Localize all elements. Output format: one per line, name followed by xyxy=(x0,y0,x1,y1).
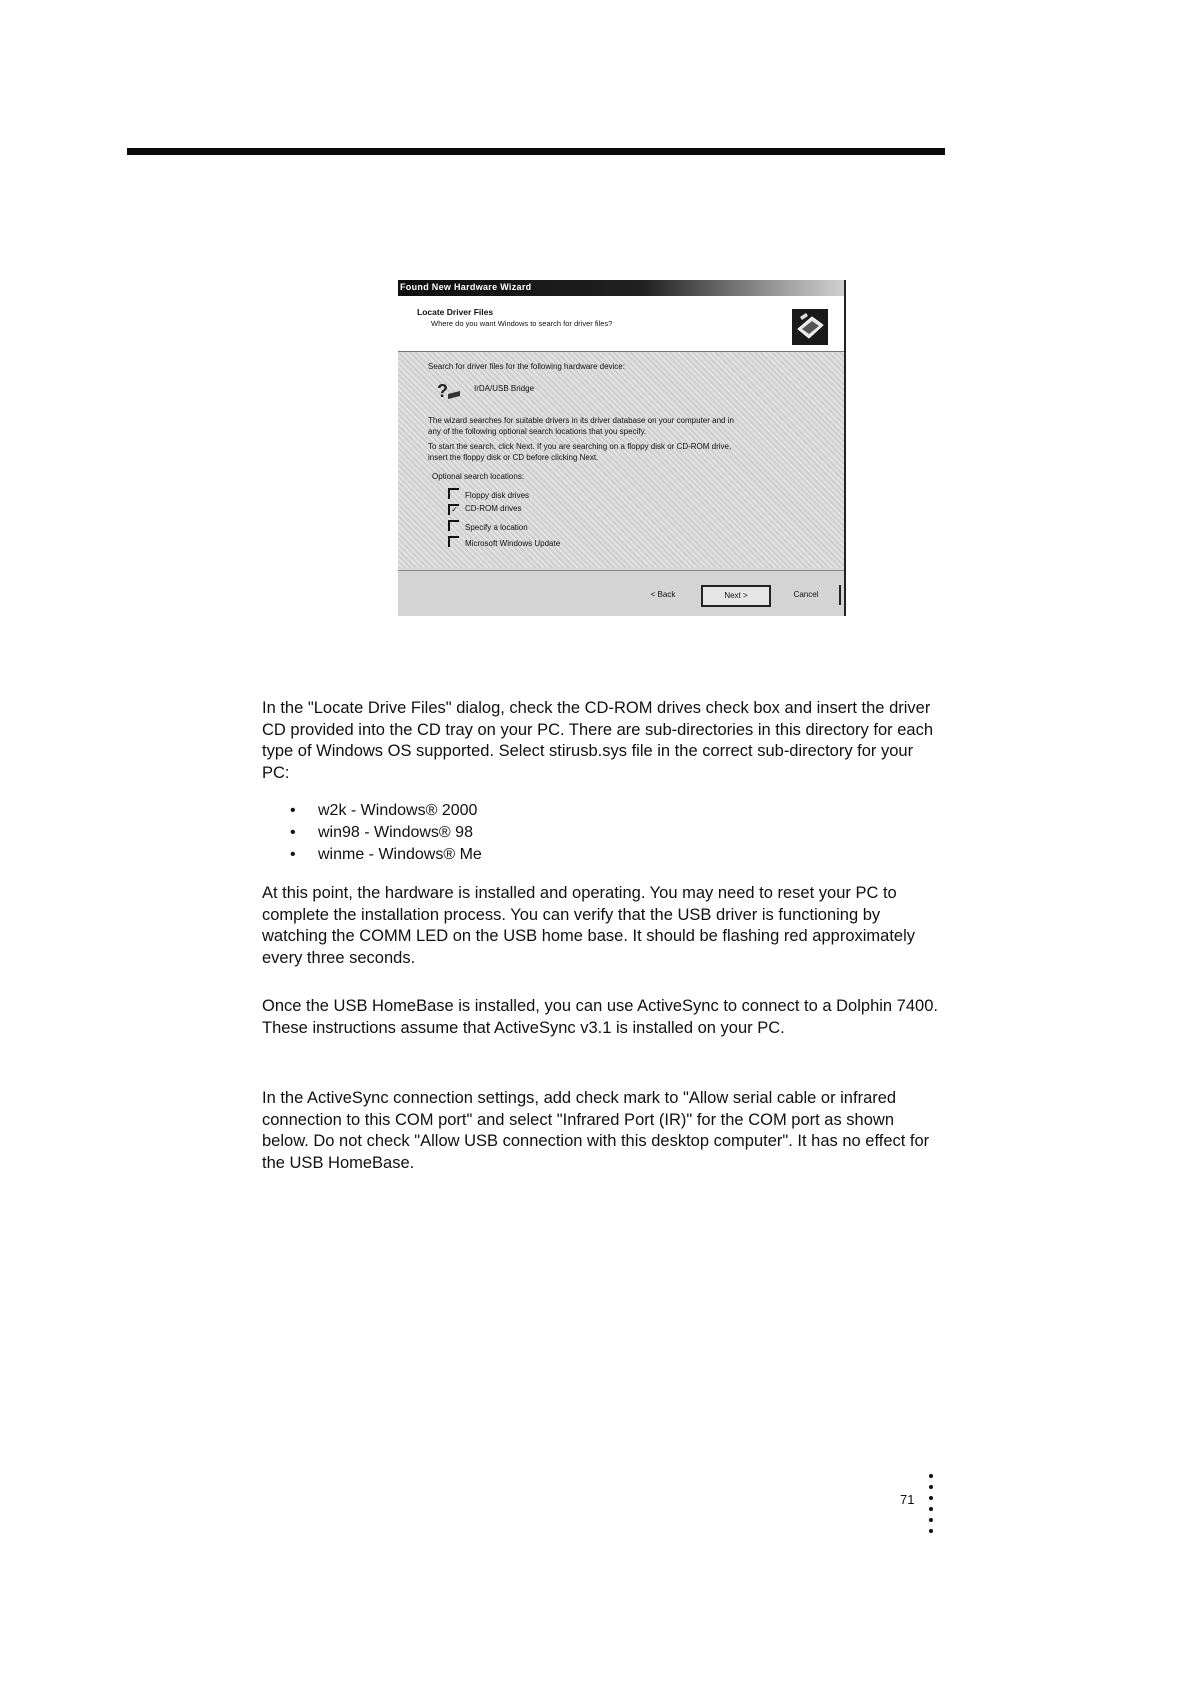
paragraph-locate-drive-files: In the "Locate Drive Files" dialog, check the CD-ROM drives check box and insert the driver CD provided into the CD tray on your PC. There are sub-directories in this directory for each type of Windows OS supported. Select stirusb.sys file in the correct sub-directory for your PC: xyxy=(262,699,933,782)
checkbox-unchecked-icon xyxy=(448,488,459,499)
paragraph-hardware-installed: At this point, the hardware is installed and operating. You may need to reset your PC to complete the installation process. You can verify that the USB driver is functioning by watching the COMM LED on the USB home base. It should be flashing red approximately every three seconds. xyxy=(262,884,916,967)
paragraph-activesync-intro: Once the USB HomeBase is installed, you can use ActiveSync to connect to a Dolphin 7400. These instructions assume that ActiveSync v3.1 is installed on your PC. xyxy=(262,997,938,1037)
description-line-4: insert the floppy disk or CD before clicking Next. xyxy=(428,453,599,462)
dialog-titlebar xyxy=(398,280,844,296)
search-label: Search for driver files for the following hardware device: xyxy=(428,362,625,371)
dialog-heading: Locate Driver Files xyxy=(417,307,494,317)
dialog-title: Found New Hardware Wizard xyxy=(400,282,532,292)
device-name: IrDA/USB Bridge xyxy=(474,384,535,393)
dialog-subheading: Where do you want Windows to search for driver files? xyxy=(431,319,613,328)
checkbox-label: Floppy disk drives xyxy=(465,491,530,500)
windows-update-checkbox[interactable] xyxy=(448,536,560,548)
specify-location-checkbox[interactable] xyxy=(448,520,528,532)
floppy-disk-checkbox[interactable] xyxy=(448,488,529,500)
dialog-footer xyxy=(398,571,844,616)
back-button[interactable]: < Back xyxy=(650,590,676,599)
question-device-icon xyxy=(436,380,462,402)
next-button[interactable]: Next > xyxy=(701,585,771,607)
cd-rom-checkbox[interactable] xyxy=(448,504,521,515)
windows-version-list xyxy=(290,800,482,866)
checkbox-checked-icon: ✓ xyxy=(448,504,459,515)
checkbox-label: Specify a location xyxy=(465,523,528,532)
checkbox-label: CD-ROM drives xyxy=(465,504,522,513)
description-line-2: any of the following optional search locations that you specify. xyxy=(428,427,647,436)
list-item: • w2k - Windows® 2000 xyxy=(290,800,482,822)
checkbox-unchecked-icon xyxy=(448,520,459,531)
page-number: 71 xyxy=(900,1492,915,1507)
list-item: • winme - Windows® Me xyxy=(290,844,482,866)
hardware-wizard-icon xyxy=(792,309,828,345)
checkbox-unchecked-icon xyxy=(448,536,459,547)
dialog-header xyxy=(398,296,844,352)
found-new-hardware-wizard-dialog xyxy=(398,280,846,616)
paragraph-activesync-settings: In the ActiveSync connection settings, add check mark to "Allow serial cable or infrared connection to this COM port" and select "Infrared Port (IR)" for the COM port as shown below. Do not check "Allow USB connection with this desktop computer". It has no effect for the USB HomeBase. xyxy=(262,1089,930,1172)
description-line-1: The wizard searches for suitable drivers in its driver database on your computer and in xyxy=(428,416,734,425)
list-item: • win98 - Windows® 98 xyxy=(290,822,482,844)
optional-search-label: Optional search locations: xyxy=(432,472,525,481)
checkbox-label: Microsoft Windows Update xyxy=(465,539,561,548)
svg-text:?: ? xyxy=(437,381,448,401)
page-dots-decoration xyxy=(929,1474,933,1540)
description-line-3: To start the search, click Next. If you are searching on a floppy disk or CD-ROM drive, xyxy=(428,442,732,451)
cancel-button[interactable]: Cancel xyxy=(773,585,841,605)
top-rule xyxy=(127,148,945,155)
dialog-body xyxy=(398,352,844,568)
